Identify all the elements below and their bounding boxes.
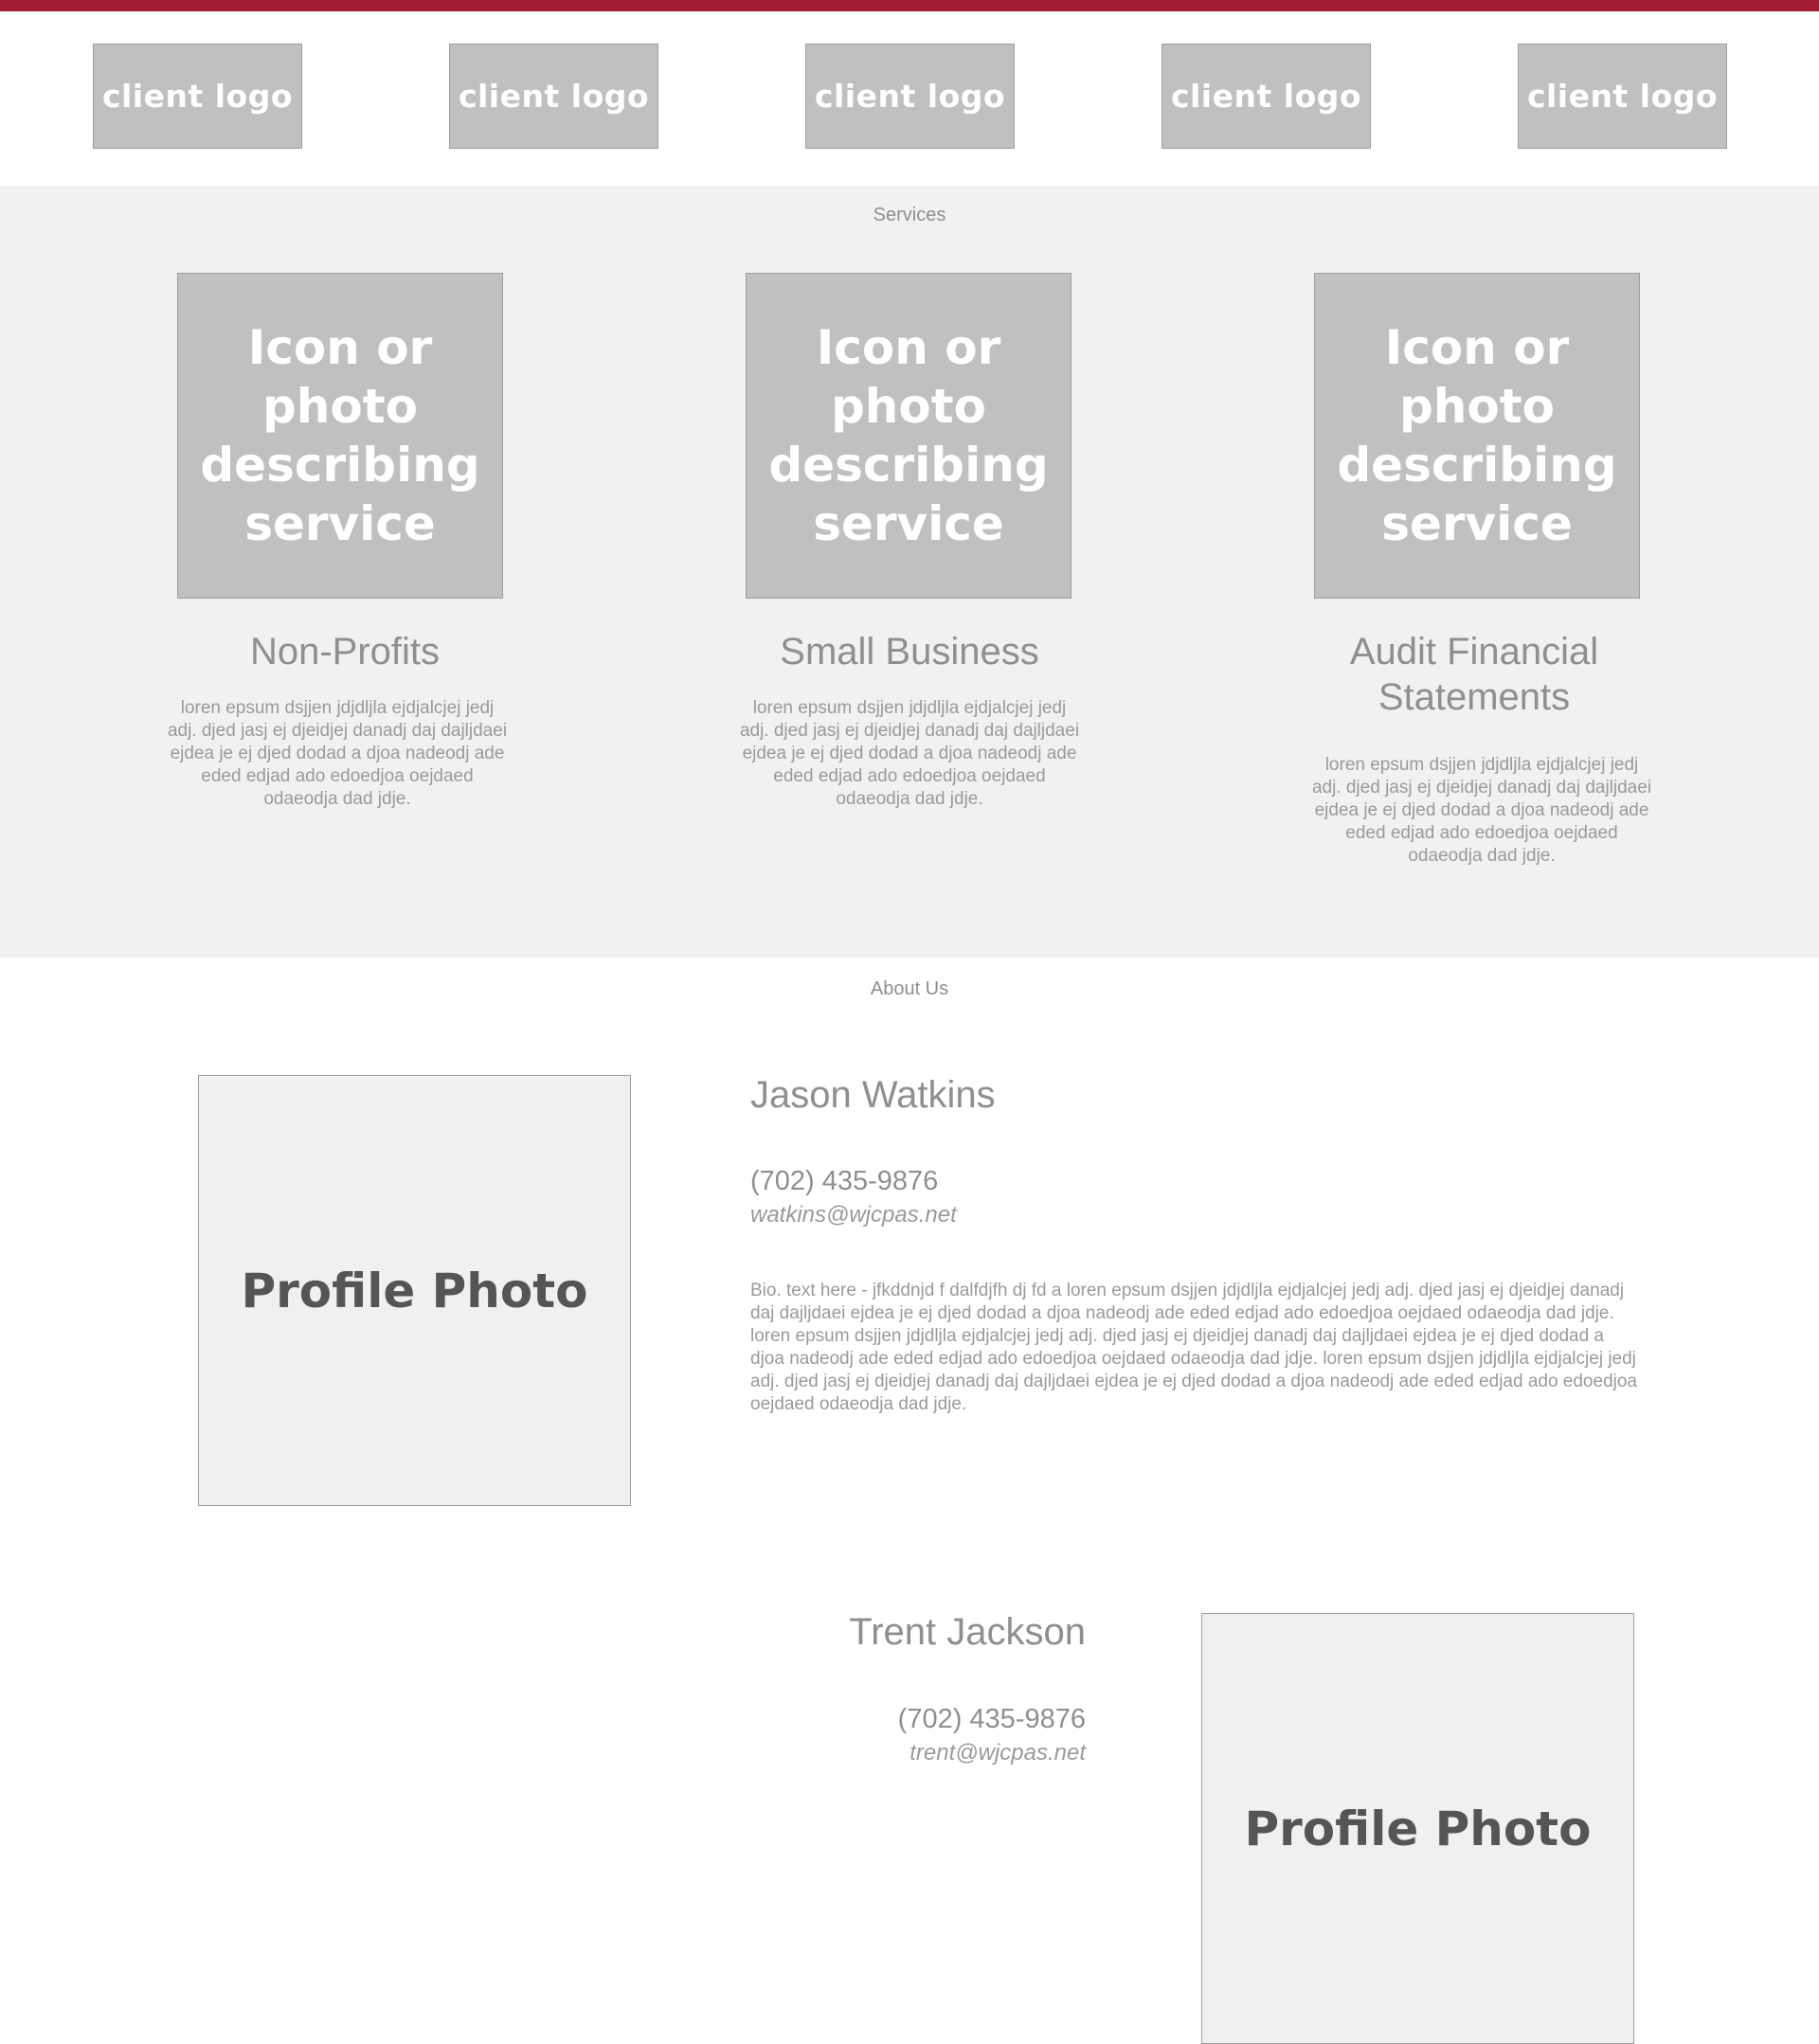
service-title-small-business: Small Business (780, 631, 1039, 672)
person-name-jason: Jason Watkins (750, 1074, 996, 1116)
about-us-heading: About Us (870, 978, 949, 999)
service-title-non-profits: Non-Profits (249, 631, 441, 672)
service-image-non-profits: Icon or photo describing service (177, 273, 503, 599)
service-image-small-business: Icon or photo describing service (746, 273, 1072, 599)
top-accent-bar (0, 0, 1819, 11)
person-email-trent[interactable]: trent@wjcpas.net (910, 1740, 1086, 1766)
person-name-trent: Trent Jackson (849, 1611, 1086, 1653)
service-description: loren epsum dsjjen jdjdljla ejdjalcjej jedj adj. djed jasj ej djeidjej danadj daj dajljdaei ejdea je ej djed dodad a djoa nadeodj ade eded edjad ado edoedjoa oejdaed odaeodja dad jdje. (167, 698, 508, 809)
person-bio-jason: Bio. text here - jfkddnjd f dalfdjfh dj fd a loren epsum dsjjen jdjdljla ejdjalcjej jedj adj. djed jasj ej djeidjej danadj daj dajljdaei ejdea je ej djed dodad a djoa nadeodj ade eded edjad ado edoedjoa oejdaed odaeodja dad jdje. loren epsum dsjjen jdjdljla ejdjalcjej jedj adj. djed jasj ej djeidjej danadj daj dajljdaei ejdea je ej djed dodad a djoa nadeodj ade eded edjad ado edoedjoa oejdaed odaeodja dad jdje. loren epsum dsjjen jdjdljla ejdjalcjej jedj adj. djed jasj ej djeidjej danadj daj dajljdaei ejdea je ej djed dodad a djoa nadeodj ade eded edjad ado edoedjoa oejdaed odaeodja dad jdje. (750, 1281, 1637, 1414)
client-logo[interactable]: client logo (1162, 44, 1371, 149)
person-phone-jason[interactable]: (702) 435-9876 (750, 1166, 939, 1196)
service-description: loren epsum dsjjen jdjdljla ejdjalcjej jedj adj. djed jasj ej djeidjej danadj daj dajljdaei ejdea je ej djed dodad a djoa nadeodj ade eded edjad ado edoedjoa oejdaed odaeodja dad jdje. (1311, 755, 1652, 866)
service-image-audit: Icon or photo describing service (1314, 273, 1640, 599)
service-title-audit: Audit Financial Statements (1349, 631, 1599, 718)
about-us-section (0, 958, 1819, 1856)
client-logos-strip (0, 11, 1819, 186)
client-logo[interactable]: client logo (449, 44, 658, 149)
profile-photo-jason: Profile Photo (198, 1075, 631, 1506)
services-heading: Services (873, 205, 946, 225)
client-logo[interactable]: client logo (93, 44, 302, 149)
services-section (0, 186, 1819, 958)
client-logo[interactable]: client logo (1518, 44, 1727, 149)
person-email-jason[interactable]: watkins@wjcpas.net (750, 1202, 957, 1228)
service-description: loren epsum dsjjen jdjdljla ejdjalcjej jedj adj. djed jasj ej djeidjej danadj daj dajljdaei ejdea je ej djed dodad a djoa nadeodj ade eded edjad ado edoedjoa oejdaed odaeodja dad jdje. (739, 698, 1080, 809)
person-phone-trent[interactable]: (702) 435-9876 (897, 1704, 1086, 1734)
client-logo[interactable]: client logo (805, 44, 1015, 149)
profile-photo-trent: Profile Photo (1201, 1613, 1634, 2044)
